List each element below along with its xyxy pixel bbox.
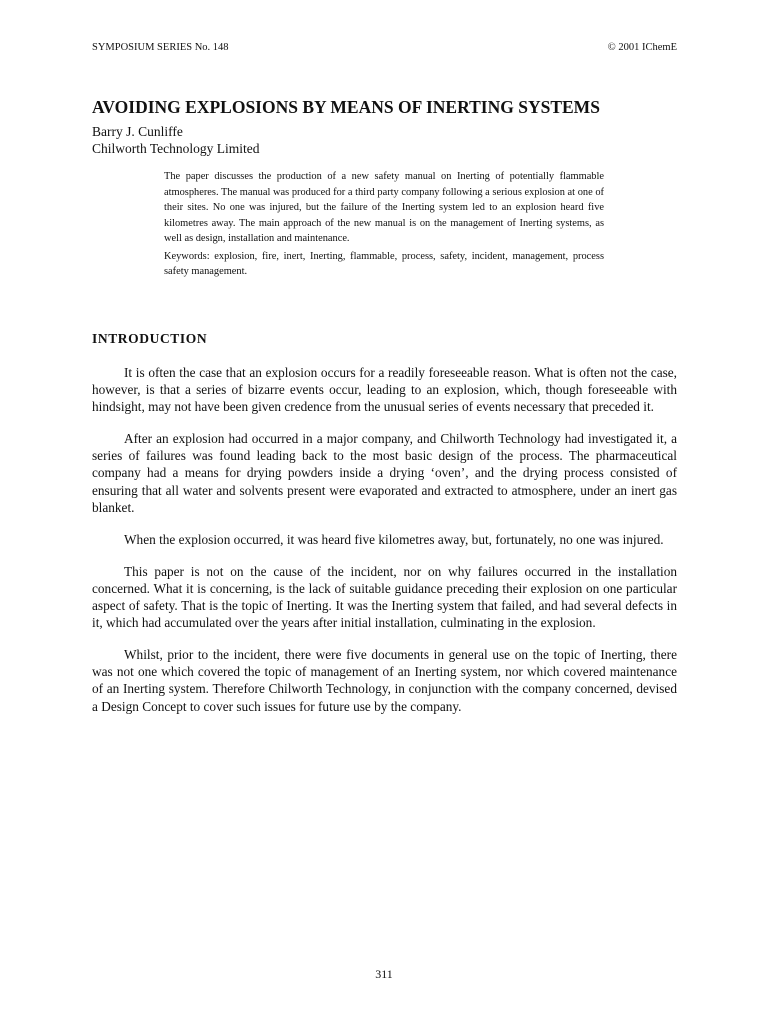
body-paragraph: After an explosion had occurred in a major company, and Chilworth Technology had investigated it, a series of failures was found leading back to the most basic design of the process. The pharmaceutical company had a means for drying powders inside a drying ‘oven’, and the drying process consisted of ensuring that all water and solvents present were evaporated and extracted to atmosphere, under an inert gas blanket. (92, 431, 677, 515)
abstract-text: The paper discusses the production of a new safety manual on Inerting of potentially flammable atmospheres. The manual was produced for a third party company following a serious explosion at one of their sites. No one was injured, but the failure of the Inerting system led to an explosion heard five kilometres away. The main approach of the new manual is on the management of Inerting systems, as well as design, installation and maintenance. (164, 171, 604, 244)
body-paragraph: When the explosion occurred, it was heard five kilometres away, but, fortunately, no one was injured. (124, 531, 664, 547)
page-number: 311 (375, 967, 393, 981)
copyright-label: © 2001 IChemE (607, 42, 677, 53)
body-paragraph: Whilst, prior to the incident, there were five documents in general use on the topic of Inerting, there was not one which covered the topic of management of an Inerting system, nor which covered maintenance of an Inerting system. Therefore Chilworth Technology, in conjunction with the company concerned, devised a Design Concept to cover such issues for future use by the company. (92, 647, 677, 714)
author-name: Barry J. Cunliffe (92, 124, 183, 139)
introduction-body (92, 364, 677, 730)
section-heading-introduction: INTRODUCTION (92, 331, 208, 346)
body-paragraph: It is often the case that an explosion occurs for a readily foreseeable reason. What is often not the case, however, is that a series of bizarre events occur, leading to an explosion, which, though foreseeable with hindsight, may not have been given credence from the unusual series of events necessary that preceded it. (92, 365, 677, 415)
abstract (164, 169, 604, 280)
series-label: SYMPOSIUM SERIES No. 148 (92, 42, 229, 53)
paper-title: AVOIDING EXPLOSIONS BY MEANS OF INERTING SYSTEMS (92, 97, 600, 117)
author-affiliation: Chilworth Technology Limited (92, 141, 260, 156)
abstract-keywords: Keywords: explosion, fire, inert, Inerting, flammable, process, safety, incident, management, process safety management. (164, 250, 604, 277)
body-paragraph: This paper is not on the cause of the incident, nor on why failures occurred in the installation concerned. What it is concerning, is the lack of suitable guidance preceding their explosion on one particular aspect of safety. That is the topic of Inerting. It was the Inerting system that failed, and had several defects in it, which had accumulated over the years after initial installation, culminating in the explosion. (92, 563, 677, 631)
